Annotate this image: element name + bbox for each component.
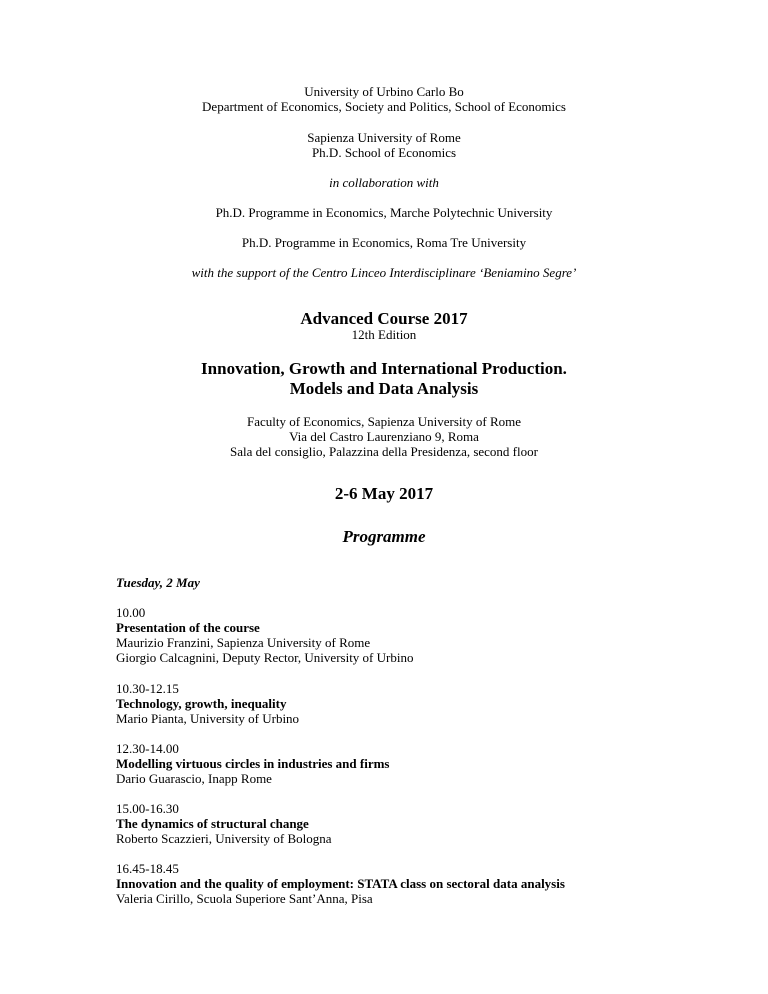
day-heading: Tuesday, 2 May — [116, 575, 200, 590]
course-title: Advanced Course 2017 — [300, 309, 468, 328]
session-time: 16.45-18.45 — [116, 861, 179, 876]
session-speaker: Giorgio Calcagnini, Deputy Rector, University of Urbino — [116, 650, 414, 665]
header-urbino-department: Department of Economics, Society and Politics, School of Economics — [202, 99, 566, 114]
session-title: Modelling virtuous circles in industries and firms — [116, 756, 390, 771]
course-subject-line-1: Innovation, Growth and International Production. — [201, 359, 567, 378]
venue-address: Via del Castro Laurenziano 9, Roma — [289, 429, 479, 444]
session-time: 12.30-14.00 — [116, 741, 179, 756]
course-subject-line-2: Models and Data Analysis — [289, 379, 479, 398]
partner-romatre: Ph.D. Programme in Economics, Roma Tre University — [241, 235, 527, 250]
session-item — [116, 861, 736, 906]
partner-marche: Ph.D. Programme in Economics, Marche Polytechnic University — [215, 205, 553, 220]
header-sapienza — [0, 130, 768, 160]
session-speaker: Dario Guarascio, Inapp Rome — [116, 771, 272, 786]
venue-faculty: Faculty of Economics, Sapienza University of Rome — [246, 414, 522, 429]
header-urbino-university: University of Urbino Carlo Bo — [304, 84, 464, 99]
collaboration-note: in collaboration with — [329, 175, 439, 190]
session-title: Technology, growth, inequality — [116, 696, 287, 711]
header-sapienza-school: Ph.D. School of Economics — [311, 145, 457, 160]
session-speaker: Roberto Scazzieri, University of Bologna — [116, 831, 332, 846]
course-dates: 2-6 May 2017 — [334, 484, 434, 503]
venue-room: Sala del consiglio, Palazzina della Presidenza, second floor — [230, 444, 538, 459]
venue — [0, 414, 768, 459]
session-title: Innovation and the quality of employment: STATA class on sectoral data analysis — [116, 876, 565, 891]
session-time: 10.00 — [116, 605, 146, 620]
session-time: 10.30-12.15 — [116, 681, 179, 696]
support-note: with the support of the Centro Linceo Interdisciplinare ‘Beniamino Segre’ — [191, 265, 577, 280]
course-subject — [0, 359, 768, 399]
programme-heading: Programme — [342, 527, 426, 546]
session-item — [116, 801, 736, 846]
session-time: 15.00-16.30 — [116, 801, 179, 816]
session-speaker: Valeria Cirillo, Scuola Superiore Sant’Anna, Pisa — [116, 891, 373, 906]
header-urbino — [0, 84, 768, 114]
session-item — [116, 681, 736, 726]
course-edition: 12th Edition — [351, 327, 417, 342]
session-speaker: Mario Pianta, University of Urbino — [116, 711, 300, 726]
header-sapienza-university: Sapienza University of Rome — [307, 130, 461, 145]
session-item — [116, 605, 736, 665]
session-item — [116, 741, 736, 786]
session-title: Presentation of the course — [116, 620, 260, 635]
session-title: The dynamics of structural change — [116, 816, 309, 831]
session-speaker: Maurizio Franzini, Sapienza University of Rome — [116, 635, 371, 650]
